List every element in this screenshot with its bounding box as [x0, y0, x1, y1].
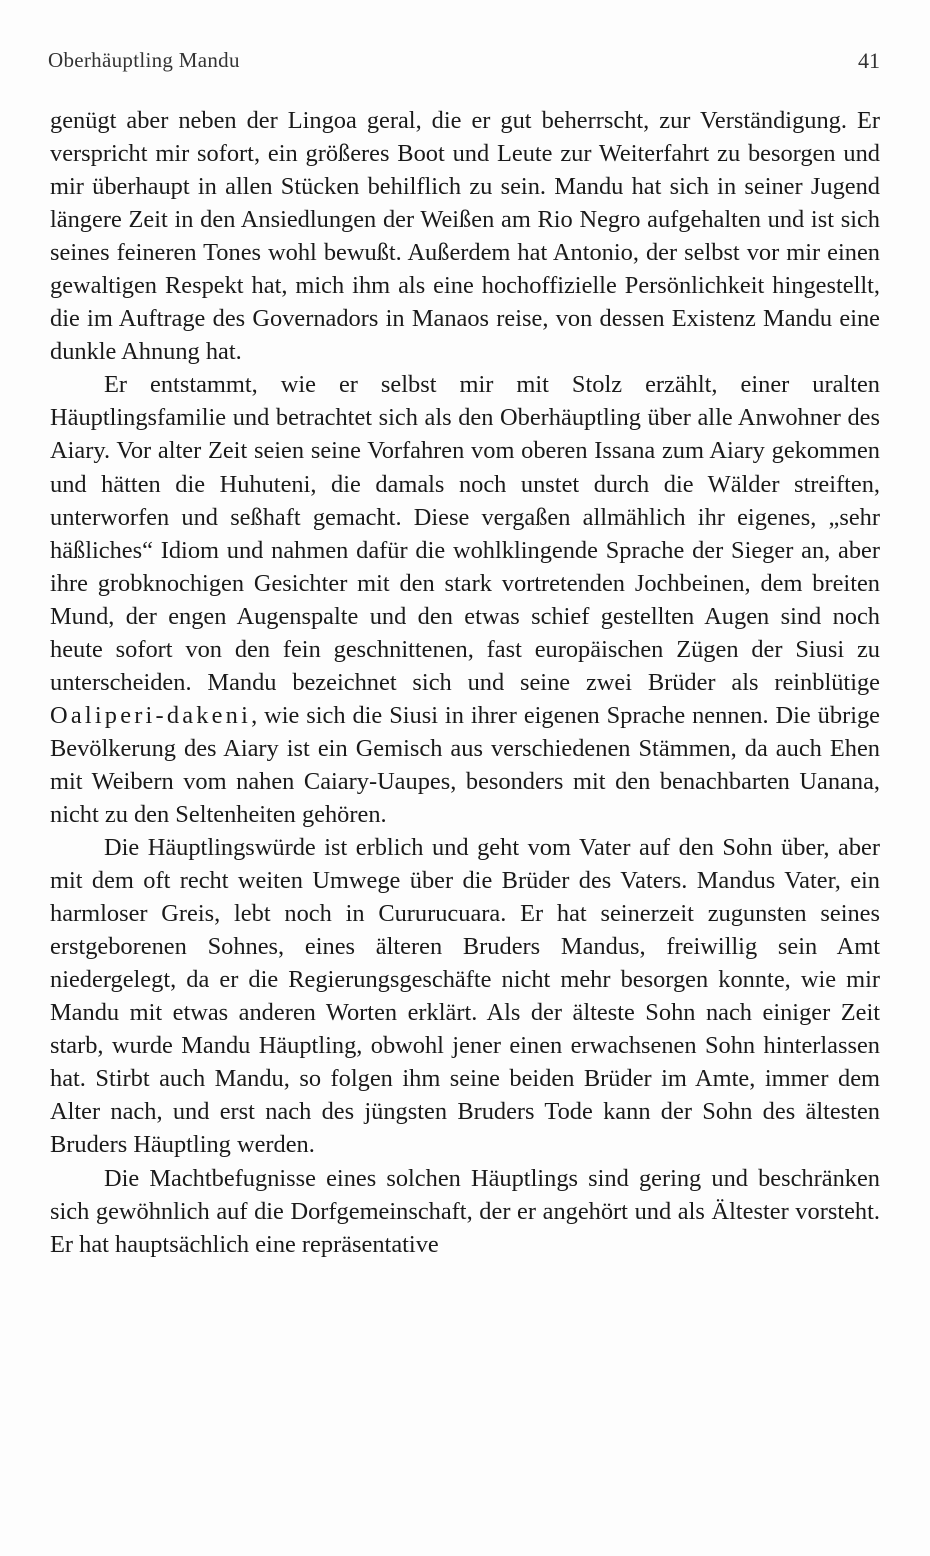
- page-number: 41: [858, 48, 880, 73]
- tribe-name-spaced: Oaliperi-dakeni: [50, 701, 252, 729]
- running-title: Oberhäuptling Mandu: [48, 48, 240, 72]
- paragraph-1: genügt aber neben der Lingoa geral, die er gut beherrscht, zur Verständigung. Er verspricht mir sofort, ein größeres Boot und Leute zur Weiterfahrt zu besorgen und mir überhaupt in allen Stücken behilflich zu sein. Mandu hat sich in seiner Jugend längere Zeit in den Ansiedlungen der Weißen am Rio Negro aufgehalten und ist sich seines feineren Tones wohl bewußt. Außerdem hat Antonio, der selbst vor mir einen gewaltigen Respekt hat, mich ihm als eine hochoffizielle Persönlichkeit hingestellt, die im Auftrage des Governadors in Manaos reise, von dessen Existenz Mandu eine dunkle Ahnung hat.: [50, 107, 880, 366]
- running-head: [48, 48, 880, 78]
- paragraph-2-text-a: Er entstammt, wie er selbst mir mit Stolz erzählt, einer uralten Häuptlingsfamilie und betrachtet sich als den Oberhäuptling über alle Anwohner des Aiary. Vor alter Zeit seien seine Vorfahren vom oberen Issana zum Aiary gekommen und hätten die Huhuteni, die damals noch unstet durch die Wälder streiften, unterworfen und seßhaft gemacht. Diese vergaßen allmählich ihr eigenes, „sehr häßliches“ Idiom und nahmen dafür die wohlklingende Sprache der Sieger an, aber ihre grobknochigen Gesichter mit den stark vortretenden Jochbeinen, dem breiten Mund, der engen Augenspalte und den etwas schief gestellten Augen sind noch heute sofort von den fein geschnittenen, fast europäischen Zügen der Siusi zu unterscheiden. Mandu bezeichnet sich und seine zwei Brüder als reinblütige: [50, 371, 880, 696]
- paragraph-2-text-b: , wie sich die Siusi in ihrer eigenen Sprache nennen. Die übrige Bevölkerung des Aiary ist ein Gemisch aus verschiedenen Stämmen, da auch Ehen mit Weibern vom nahen Caiary-Uaupes, besonders mit den benachbarten Uanana, nicht zu den Seltenheiten gehören.: [50, 701, 880, 828]
- paragraph-2: [50, 368, 880, 831]
- body-text: [50, 104, 880, 1261]
- paragraph-3: Die Häuptlingswürde ist erblich und geht vom Vater auf den Sohn über, aber mit dem oft recht weiten Umwege über die Brüder des Vaters. Mandus Vater, ein harmloser Greis, lebt noch in Cururucuara. Er hat seinerzeit zugunsten seines erstgeborenen Sohnes, eines älteren Bruders Mandus, freiwillig sein Amt niedergelegt, da er die Regierungsgeschäfte nicht mehr besorgen konnte, wie mir Mandu mit etwas anderen Worten erklärt. Als der älteste Sohn nach einiger Zeit starb, wurde Mandu Häuptling, obwohl jener einen erwachsenen Sohn hinterlassen hat. Stirbt auch Mandu, so folgen ihm seine beiden Brüder im Amte, immer dem Alter nach, und erst nach des jüngsten Bruders Tode kann der Sohn des ältesten Bruders Häuptling werden.: [50, 834, 880, 1159]
- paragraph-4: Die Machtbefugnisse eines solchen Häuptlings sind gering und beschränken sich gewöhnlich auf die Dorfgemeinschaft, der er angehört und als Ältester vorsteht. Er hat hauptsächlich eine repräsentative: [50, 1164, 880, 1258]
